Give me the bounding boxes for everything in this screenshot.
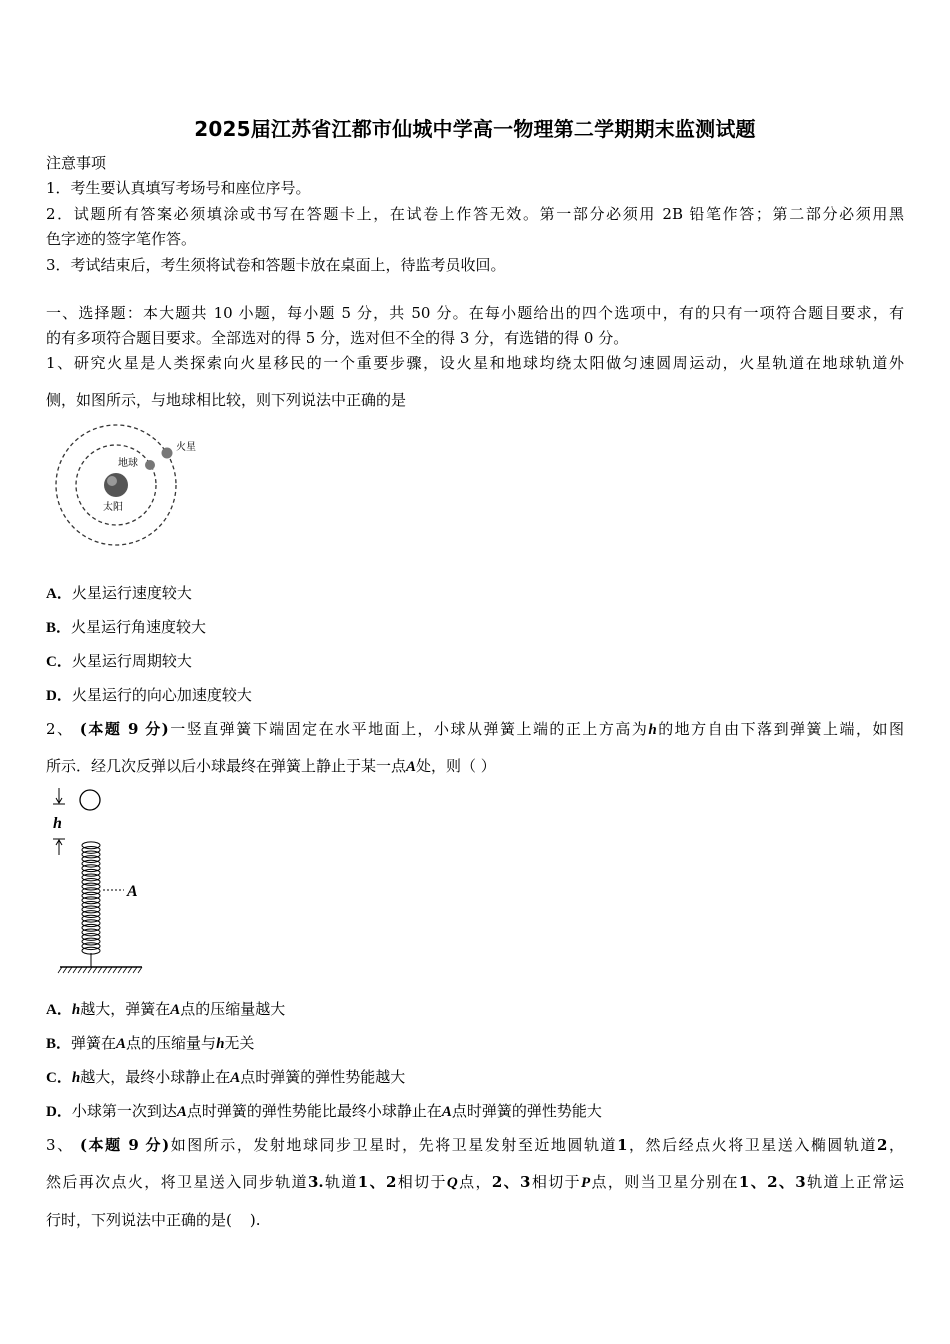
q2-text: 处，则（ ） [416,757,496,775]
mars-label: 火星 [176,442,196,453]
option-text: 无关 [224,1034,255,1052]
var-p: P [581,1175,591,1191]
orbit-number: 3. [307,1173,324,1191]
notice-item-1: 1．考生要认真填写考场号和座位序号。 [46,179,311,197]
mars-icon [162,448,173,459]
ground-icon [58,967,142,973]
sun-label: 太阳 [103,502,123,513]
q2-text: 一竖直弹簧下端固定在水平地面上，小球从弹簧上端的正上方高为 [168,720,649,738]
q3-text: 点， [457,1173,492,1191]
orbit-number: 1、2 [357,1173,397,1191]
option-text: 点时弹簧的弹性势能大 [451,1102,602,1120]
ball-icon [80,790,100,810]
q1-option-c[interactable] [46,650,192,671]
orbit-number: 2、3 [491,1173,531,1191]
a-label: A [127,883,138,900]
notice-item-2-cont: 色字迹的签字笔作答。 [46,230,197,248]
var-h: h [648,722,657,738]
option-text: 点时弹簧的弹性势能越大 [240,1068,406,1086]
orbit-number: 2 [877,1136,888,1154]
q1-stem-line2: 侧，如图所示，与地球相比较，则下列说法中正确的是 [46,391,407,409]
notice-item-3: 3．考试结束后，考生须将试卷和答题卡放在桌面上，待监考员收回。 [46,256,506,274]
spring-diagram [50,785,150,975]
q1-option-d[interactable] [46,684,252,705]
option-letter: C． [46,654,72,670]
option-text: 小球第一次到达 [71,1102,177,1120]
q3-text: ， [887,1136,904,1154]
var-h: h [71,1002,81,1018]
h-label: h [53,815,62,832]
spring-icon [82,842,100,967]
option-text: 点的压缩量越大 [180,1000,286,1018]
notice-heading: 注意事项 [46,154,107,172]
option-text: 火星运行速度较大 [71,584,192,602]
option-text: 火星运行的向心加速度较大 [71,686,252,704]
var-q: Q [446,1175,458,1191]
q3-text: 相切于 [396,1173,447,1191]
earth-icon [145,460,155,470]
q3-number: 3、 [46,1136,74,1154]
q3-text: 行时，下列说法中正确的是( [46,1211,232,1229]
option-letter: A． [46,1002,72,1018]
earth-label: 地球 [118,458,138,469]
option-text: 火星运行角速度较大 [71,618,207,636]
q2-text: 的地方自由下落到弹簧上端，如图 [656,720,904,738]
q3-text: ，然后经点火将卫星送入椭圆轨道 [627,1136,877,1154]
orbit-number: 1 [617,1136,628,1154]
notice-item-2: 2．试题所有答案必须填涂或书写在答题卡上，在试卷上作答无效。第一部分必须用 2B 铅笔作答；第二部分必须用黑 [46,205,904,223]
option-text: 点的压缩量与 [126,1034,217,1052]
q1-option-b[interactable] [46,616,206,637]
var-a: A [176,1104,187,1120]
option-letter: D． [46,688,72,704]
var-h: h [216,1036,225,1052]
section1-intro-line2: 的有多项符合题目要求。全部选对的得 5 分，选对但不全的得 3 分，有选错的得 0 分。 [46,329,629,347]
section1-intro-line1: 一、选择题：本大题共 10 小题，每小题 5 分，共 50 分。在每小题给出的四个选项中，有的只有一项符合题目要求，有 [46,304,904,322]
var-a: A [406,759,417,775]
q1-stem-line1: 1、研究火星是人类探索向火星移民的一个重要步骤，设火星和地球均绕太阳做匀速圆周运动，火星轨道在地球轨道外 [46,354,904,372]
q3-text: ). [249,1211,261,1229]
var-a: A [441,1104,452,1120]
q3-text: 点，则当卫星分别在 [590,1173,739,1191]
q2-stem-line2 [46,755,496,776]
q2-stem-line1 [46,718,904,739]
q2-option-d[interactable] [46,1100,602,1121]
q3-stem-line3 [46,1209,260,1230]
var-a: A [170,1002,181,1018]
option-letter: B． [46,620,72,636]
option-text: 火星运行周期较大 [71,652,192,670]
option-text: 越大，弹簧在 [80,1000,171,1018]
option-letter: A． [46,586,72,602]
q2-score: (本题 9 分) [79,720,169,738]
option-text: 越大，最终小球静止在 [80,1068,231,1086]
q2-option-a[interactable] [46,998,285,1019]
q3-stem-line2 [46,1171,904,1192]
option-letter: C． [46,1070,72,1086]
q2-text: 所示．经几次反弹以后小球最终在弹簧上静止于某一点 [46,757,407,775]
page-title: 2025届江苏省江都市仙城中学高一物理第二学期期末监测试题 [194,117,756,141]
q3-score: (本题 9 分) [79,1136,170,1154]
var-a: A [116,1036,127,1052]
var-h: h [71,1070,81,1086]
q3-text: 轨道 [323,1173,358,1191]
option-text: 弹簧在 [71,1034,117,1052]
q3-text: 然后再次点火，将卫星送入同步轨道 [46,1173,308,1191]
orbit-number: 1、2、3 [738,1173,806,1191]
option-letter: D． [46,1104,72,1120]
q2-option-c[interactable] [46,1066,405,1087]
sun-icon [104,473,128,497]
option-text: 点时弹簧的弹性势能比最终小球静止在 [186,1102,442,1120]
q1-option-a[interactable] [46,582,192,603]
q3-text: 轨道上正常运 [805,1173,904,1191]
q2-option-b[interactable] [46,1032,254,1053]
q2-number: 2、 [46,720,74,738]
q3-stem-line1 [46,1134,904,1155]
option-letter: B． [46,1036,72,1052]
var-a: A [230,1070,241,1086]
q3-text: 如图所示，发射地球同步卫星时，先将卫星发射至近地圆轨道 [169,1136,618,1154]
orbit-diagram [50,422,210,552]
q3-text: 相切于 [530,1173,581,1191]
